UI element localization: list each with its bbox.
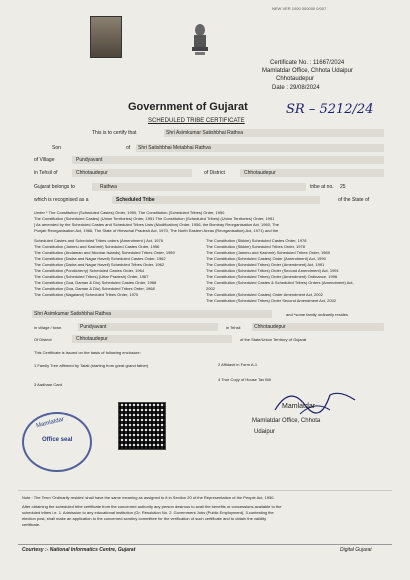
- issuing-office-place: Chhotaudepur: [276, 76, 315, 82]
- signatory-title: Mamlatdar: [282, 403, 316, 410]
- order-right-item: The Constitution (Sikkim) Scheduled Tribes Order, 1978: [206, 244, 305, 249]
- order-left-item: The Constitution (Scheduled Tribes) (Uttar Pradesh) Order, 1967: [34, 274, 149, 279]
- orders-line-4: Punjab Reorganisation Act, 1966, The State of Himachal Pradesh Act, 1970, The North Eastern Areas (Reorganisation) Act, 1971) and the: [34, 228, 279, 233]
- resident-name: Shri Asimkumar Satishbhai Rathva: [34, 311, 111, 317]
- of-label: of: [126, 145, 131, 151]
- orders-line-1: Under * The Constitution (Scheduled Castes) Order, 1950, The Constitution (Scheduled Tribes) Order, 1950: [34, 210, 225, 215]
- recognised-label: which is recognised as a: [34, 197, 89, 203]
- order-right-item: The Constitution (Sikkim) Scheduled Castes Order, 1978: [206, 238, 307, 243]
- order-right-item: The Constitution (Jammu and Kashmir) Scheduled Tribes Order, 1989: [206, 250, 330, 255]
- order-right-item: The Constitution (Scheduled Tribes) Order (Amendment) Ordinance, 1996: [206, 274, 338, 279]
- order-right-item: The Constitution (Scheduled Castes & Scheduled Tribes) Orders (Amendment) Act,: [206, 280, 354, 285]
- residence-tehsil-label: in Tehsil: [226, 325, 241, 330]
- order-left-item: The Constitution (Dadra and Nagar Haveli) Scheduled Castes Order, 1962: [34, 256, 166, 261]
- order-left-item: The Constitution (Pondicherry) Scheduled Castes Order, 1964: [34, 268, 145, 273]
- handwritten-number: SR – 5212/24: [286, 102, 374, 117]
- father-name: Shri Satishbhai Metabhai Rathva: [138, 145, 211, 151]
- residence-village-label: in village / town: [34, 325, 62, 330]
- order-left-item: The Constitution (Goa, Daman & Diu) Scheduled Tribes Order, 1968: [34, 286, 155, 291]
- tribe-value: Rathwa: [100, 184, 117, 190]
- note-line: After obtaining the scheduled tribe certificate from the concerned authority any person desirous to avail the benefits or concessions available to the: [22, 504, 282, 509]
- order-left-item: The Constitution (Dadra and Nagar Haveli) Scheduled Tribes Order, 1962: [34, 262, 165, 267]
- order-right-item: The Constitution (Scheduled Tribes) Order (Amendment) Act, 1991: [206, 262, 325, 267]
- basis-item: 3 Aadhaar Card: [34, 382, 63, 387]
- order-right-item: The Constitution (Scheduled Castes) Order Amendment Act, 2002: [206, 292, 323, 297]
- seal-text: Mamlatdar: [35, 416, 65, 430]
- district-label: of District: [204, 170, 225, 176]
- taluka-value: Chhotaudepur: [76, 170, 108, 176]
- certificate-title: SCHEDULED TRIBE CERTIFICATE: [148, 118, 245, 124]
- note-line: certificate.: [22, 522, 41, 527]
- footer-signature: Digital Gujarat: [340, 547, 372, 553]
- qr-code-icon: [118, 402, 166, 450]
- serial-number: NEW VER 1000 000000 0/007: [272, 6, 327, 11]
- state-label: of the State of: [338, 197, 370, 203]
- certificate-number: Certificate No. : 11667/2024: [270, 60, 345, 66]
- family-label: and *some family ordinarily resides: [286, 312, 349, 317]
- district-value: Chhotaudepur: [244, 170, 276, 176]
- certify-lead: This is to certify that: [92, 130, 137, 136]
- note-line: Note : The Term 'Ordinarily resides' shall have the same meaning as assigned to it in Section 20 of the Representation of the People Act, 1950.: [22, 495, 275, 500]
- order-right-item: The Constitution (Scheduled Tribes) Order (Second Amendment) Act, 1991: [206, 268, 339, 273]
- village-label: of Village: [34, 157, 55, 163]
- applicant-name: Shri Asimkumar Satishbhai Rathva: [166, 130, 243, 136]
- order-left-item: Scheduled Castes and Scheduled Tribes orders (Amendment ) Act, 1976: [34, 238, 163, 243]
- order-left-item: The Constitution (Andaman and Nicobar Islands) Scheduled Tribes Order, 1959: [34, 250, 175, 255]
- applicant-photo: [90, 16, 122, 58]
- basis-label: This Certificate is issued on the basis of following enclosure:: [34, 350, 141, 355]
- signature-mark-icon: [270, 380, 360, 420]
- basis-item: 2 Affidavit in Form A-1: [218, 362, 258, 367]
- footer-courtesy: Courtesy :- National Informatics Centre, Gujarat: [22, 547, 136, 553]
- basis-item: 1 Family Tree affirmed by Talati (starting from great grand father): [34, 363, 149, 368]
- son-label: Son: [52, 145, 61, 151]
- village-value: Pundyavant: [76, 157, 103, 163]
- order-right-item: 2002: [206, 286, 215, 291]
- order-left-item: The Constitution (Goa, Daman & Diu) Scheduled Castes Order, 1968: [34, 280, 157, 285]
- order-right-item: The Constitution (Scheduled Castes) Order (Amendment) Act, 1990: [206, 256, 326, 261]
- government-title: Government of Gujarat: [128, 101, 248, 113]
- orders-line-3: [ As amended by the Scheduled Castes and Scheduled Tribes Lists (Modification) Order, 1956, the Bombay Reorganisation Act, 1960, The: [34, 222, 279, 227]
- gujarat-label: Gujarat belongs to: [34, 184, 75, 190]
- issue-date: Date : 29/08/2024: [272, 85, 320, 91]
- order-left-item: The Constitution (Jammu and Kashmir) Scheduled Castes Order, 1956: [34, 244, 160, 249]
- tribe-no-label: tribe at no.: [310, 184, 334, 190]
- order-left-item: The Constitution (Nagaland) Scheduled Tribes Order, 1970: [34, 292, 139, 297]
- residence-district-label: Of District: [34, 337, 52, 342]
- seal-sub: Office seal: [42, 437, 73, 443]
- residence-state-label: of the State/Union Territory of Gujarat: [240, 337, 307, 342]
- residence-tehsil: Chhotaudepur: [254, 324, 286, 330]
- orders-line-2: The Constitution (Scheduled Castes) (Union Territories) Order, 1951 The Constitution (Scheduled Tribes) (Union Territories) Order, 1951: [34, 216, 275, 221]
- issuing-office: Mamlatdar Office, Chhota Udaipur: [262, 68, 353, 74]
- signatory-place: Udaipur: [254, 429, 276, 435]
- note-line: election post, shall make an application to the concerned scrutiny committee for the verification of such certificate and to obtain the validity: [22, 516, 267, 521]
- basis-item: 4 True Copy of House Tax Bill: [218, 377, 271, 382]
- order-right-item: The Constitution (Scheduled Tribes) Order Second Amendment Act, 2002: [206, 298, 337, 303]
- residence-district: Chhotaudepur: [76, 336, 108, 342]
- tribe-no-value: 25: [340, 184, 346, 190]
- emblem-icon: [188, 22, 212, 58]
- note-line: scheduled tribes i.e. 1. Admission to any educational institution (Gr. Resolution No. 2. Government Jobs (Public Employment), 3.contesting the: [22, 510, 274, 515]
- taluka-label: in Tehsil of: [34, 170, 58, 176]
- recognised-value: Scheduled Tribe: [116, 197, 155, 203]
- residence-village: Pundyavant: [80, 324, 107, 330]
- signatory-office: Mamlatdar Office, Chhota: [252, 418, 321, 424]
